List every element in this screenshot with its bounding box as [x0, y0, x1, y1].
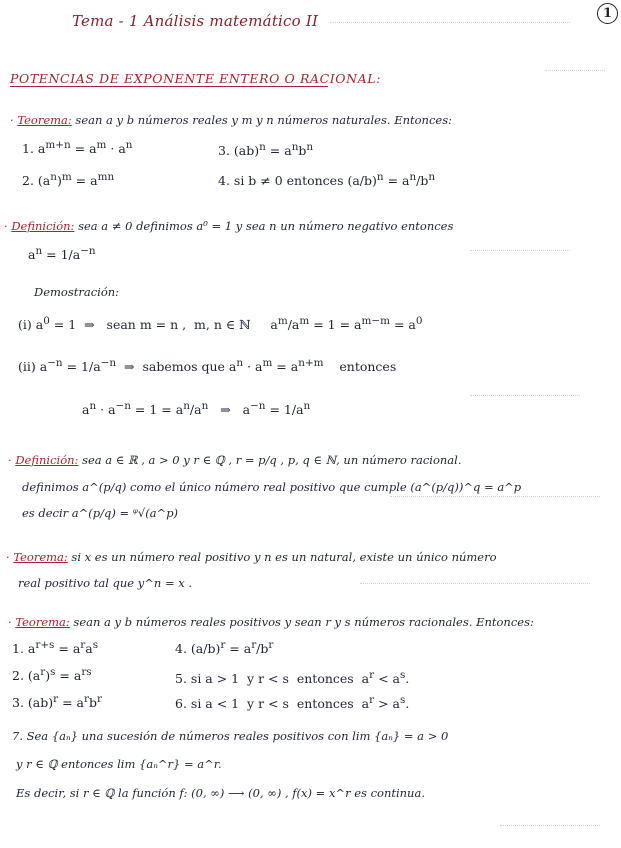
definicion-2-line-3: es decir a^(p/q) = ᵠ√(a^p) [22, 506, 179, 520]
bleed-through-mark [390, 496, 600, 497]
teorema-1-item-4: 4. si b ≠ 0 entonces $(a/b)^n = a^n/b^n$ [218, 171, 436, 189]
teorema-3-item-6: 6. si a < 1 y r < s entonces $a^r > a^s$. [175, 694, 410, 712]
bleed-through-mark [330, 22, 570, 23]
definicion-2-line-1: · Definición: sea a ∈ ℝ , a > 0 y r ∈ ℚ , r = p/q , p, q ∈ ℕ, un número racional. [8, 453, 462, 467]
page-number: 1 [597, 3, 618, 24]
teorema-1-label: Teorema: [17, 113, 72, 127]
teorema-3-item-1: 1. $a^{r+s} = a^ra^s$ [12, 639, 99, 657]
teorema-3-item-7-line-3: Es decir, si r ∈ ℚ la función f: (0, ∞) ⟶ (0, ∞) , f(x) = x^r es continua. [16, 786, 425, 800]
bleed-through-mark [470, 250, 570, 251]
section-heading-underline [10, 86, 328, 87]
teorema-3-item-3: 3. $(ab)^r = a^rb^r$ [12, 693, 102, 711]
teorema-3-label: Teorema: [15, 615, 70, 629]
demostracion-line-2: (ii) $a^{-n} = 1/a^{-n}$ ⇒ sabemos que $a^n \cdot a^m = a^{n+m}$ entonces [18, 357, 397, 375]
teorema-2-line-2: real positivo tal que y^n = x . [18, 576, 193, 590]
demostracion-line-3: $a^n \cdot a^{-n} = 1 = a^n/a^n$ ⇒ $a^{-n} = 1/a^n$ [82, 400, 311, 418]
bleed-through-mark [360, 583, 590, 584]
page-title: Tema - 1 Análisis matemático II [72, 12, 319, 30]
teorema-3-item-7-line-2: y r ∈ ℚ entonces lim {aₙ^r} = a^r. [16, 757, 222, 771]
teorema-1-text: sean a y b números reales y m y n números naturales. Entonces: [75, 113, 452, 127]
teorema-2-line-1: · Teorema: si x es un número real positivo y n es un natural, existe un único número [6, 550, 497, 564]
teorema-3-item-4: 4. $(a/b)^r = a^r/b^r$ [175, 639, 274, 657]
definicion-1-label: Definición: [11, 219, 75, 233]
bleed-through-mark [470, 395, 580, 396]
definicion-2-label: Definición: [15, 453, 79, 467]
teorema-1-statement: · Teorema: sean a y b números reales y m y n números naturales. Entonces: [10, 113, 452, 127]
teorema-1-item-1: 1. $a^{m+n} = a^m \cdot a^n$ [22, 139, 133, 157]
teorema-3-statement: · Teorema: sean a y b números reales positivos y sean r y s números racionales. Entonces: [8, 615, 534, 629]
teorema-3-item-5: 5. si a > 1 y r < s entonces $a^r < a^s$. [175, 669, 410, 687]
teorema-3-item-2: 2. $(a^r)^s = a^{rs}$ [12, 666, 92, 684]
definicion-1-text: sea a ≠ 0 definimos a⁰ = 1 y sea n un número negativo entonces [78, 219, 454, 233]
teorema-1-item-2: 2. $(a^n)^m = a^{mn}$ [22, 171, 115, 189]
definicion-2-line-2: definimos a^(p/q) como el único número real positivo que cumple (a^(p/q))^q = a^p [22, 480, 522, 494]
definicion-1-formula: $a^n = 1/a^{-n}$ [28, 245, 96, 263]
bleed-through-mark [500, 825, 600, 826]
demostracion-label: Demostración: [34, 285, 120, 299]
section-heading: POTENCIAS DE EXPONENTE ENTERO O RACIONAL: [10, 71, 382, 86]
teorema-1-item-3: 3. $(ab)^n = a^nb^n$ [218, 141, 314, 159]
teorema-2-label: Teorema: [13, 550, 68, 564]
definicion-1-statement: · Definición: sea a ≠ 0 definimos a⁰ = 1 y sea n un número negativo entonces [4, 219, 454, 233]
teorema-3-item-7-line-1: 7. Sea {aₙ} una sucesión de números reales positivos con lim {aₙ} = a > 0 [12, 729, 449, 743]
demostracion-line-1: (i) $a^0 = 1$ ⇒ sean m = n , m, n ∈ ℕ $a^m/a^m = 1 = a^{m-m} = a^0$ [18, 315, 423, 333]
bleed-through-mark [545, 70, 605, 71]
